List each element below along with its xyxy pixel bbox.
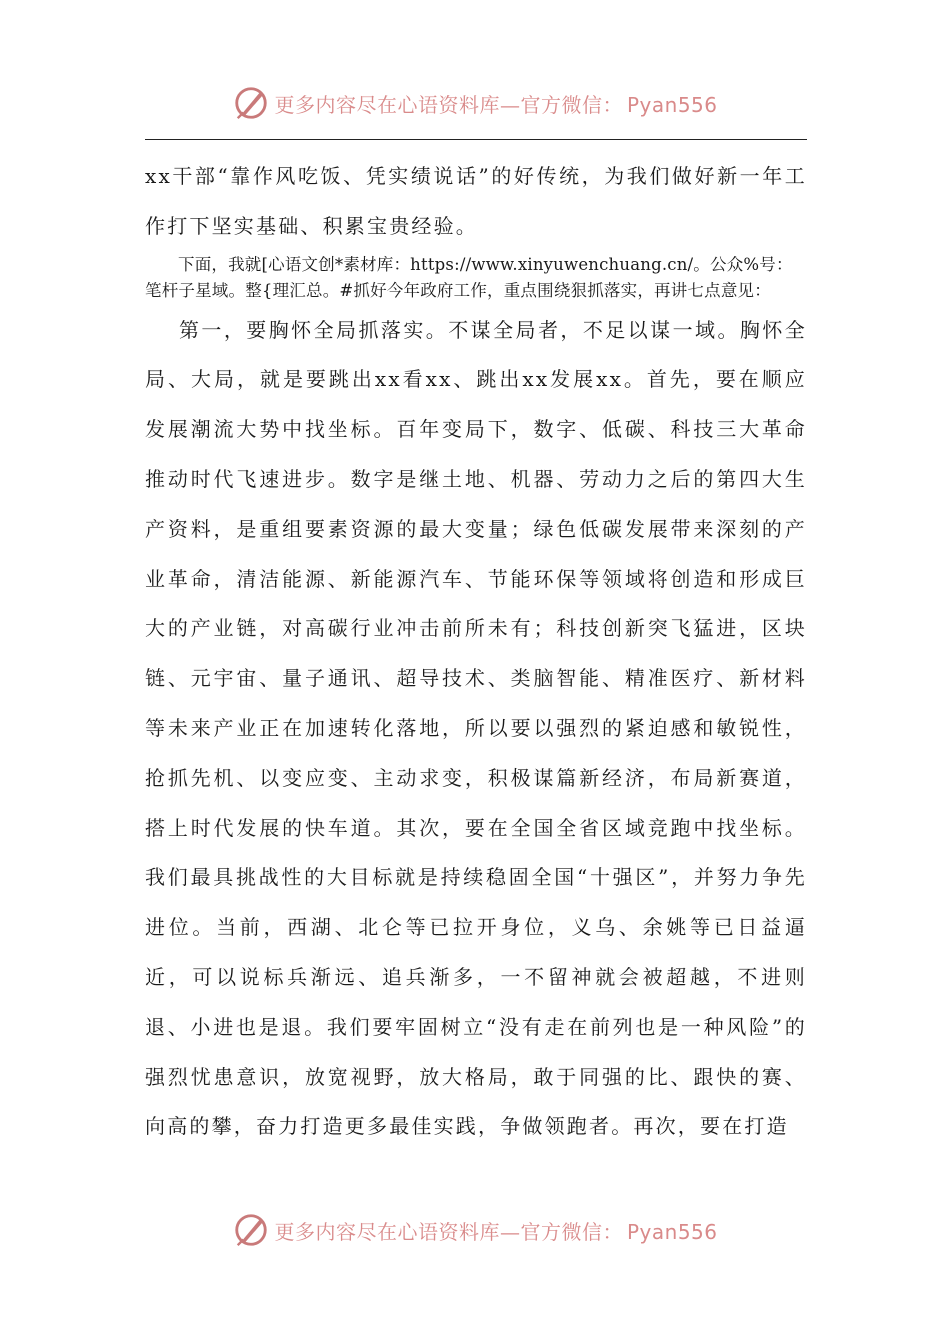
document-body — [145, 152, 807, 1152]
quill-seal-icon — [232, 84, 270, 122]
quill-seal-icon — [232, 1211, 270, 1249]
banner-handle: Pyan556 — [626, 92, 718, 117]
banner-text — [274, 1216, 717, 1245]
paragraph-3: 第一，要胸怀全局抓落实。不谋全局者，不足以谋一域。胸怀全局、大局，就是要跳出xx看xx、跳出xx发展xx。首先，要在顺应发展潮流大势中找坐标。百年变局下，数字、低碳、科技三大革命推动时代飞速进步。数字是继土地、机器、劳动力之后的第四大生产资料，是重组要素资源的最大变量；绿色低碳发展带来深刻的产业革命，清洁能源、新能源汽车、节能环保等领域将创造和形成巨大的产业链，对高碳行业冲击前所未有；科技创新突飞猛进，区块链、元宇宙、量子通讯、超导技术、类脑智能、精准医疗、新材料等未来产业正在加速转化落地，所以要以强烈的紧迫感和敏锐性，抢抓先机、以变应变、主动求变，积极谋篇新经济，布局新赛道，搭上时代发展的快车道。其次，要在全国全省区域竞跑中找坐标。我们最具挑战性的大目标就是持续稳固全国“十强区”，并努力争先进位。当前，西湖、北仑等已拉开身位，义乌、余姚等已日益逼近，可以说标兵渐远、追兵渐多，一不留神就会被超越，不进则退、小进也是退。我们要牢固树立“没有走在前列也是一种风险”的强烈忧患意识，放宽视野，放大格局，敢于同强的比、跟快的赛、向高的攀，奋力打造更多最佳实践，争做领跑者。再次，要在打造 — [145, 317, 807, 1139]
banner-text — [274, 89, 717, 118]
footer-banner — [0, 1205, 950, 1255]
banner-handle: Pyan556 — [626, 1219, 718, 1244]
banner-label: 更多内容尽在心语资料库—官方微信： — [274, 92, 623, 117]
header-divider — [145, 139, 807, 140]
paragraph-2: 下面，我就[心语文创*素材库：https://www.xinyuwenchuang.cn/。公众%号：笔杆子星域。整{理汇总。#抓好今年政府工作，重点围绕狠抓落实，再讲七点意见： — [145, 254, 793, 300]
banner-label: 更多内容尽在心语资料库—官方微信： — [274, 1219, 623, 1244]
header-banner — [0, 78, 950, 128]
paragraph-1: xx干部“靠作风吃饭、凭实绩说话”的好传统，为我们做好新一年工作打下坚实基础、积累宝贵经验。 — [145, 164, 807, 238]
